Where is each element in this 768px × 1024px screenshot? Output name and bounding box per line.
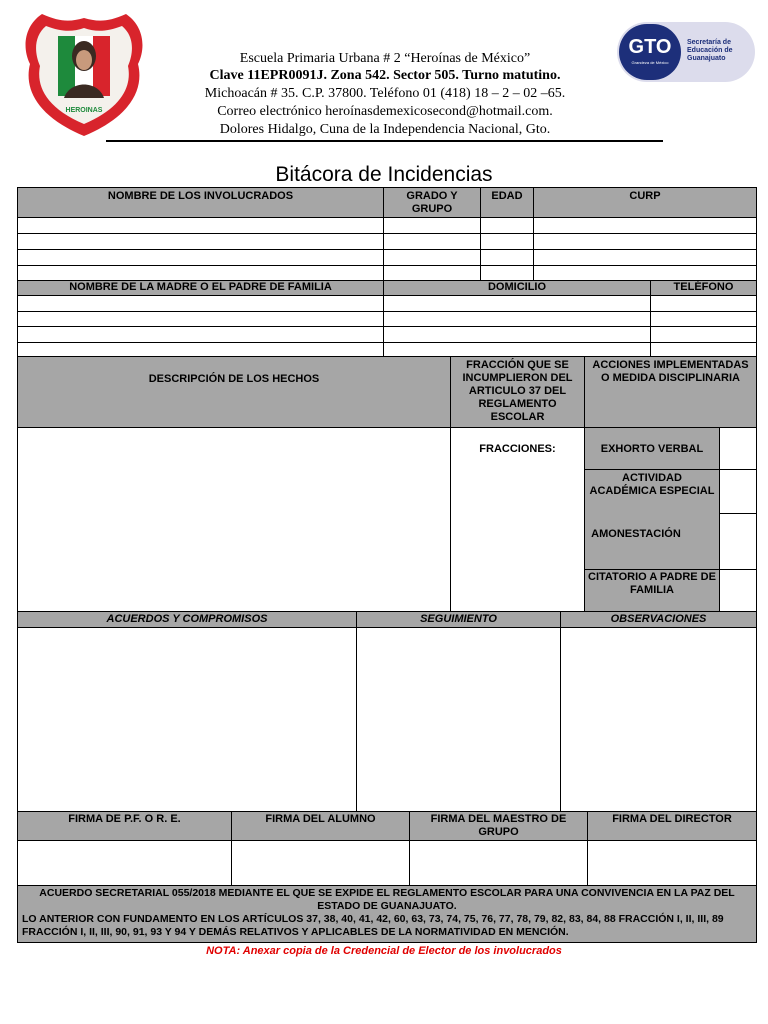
firma-director-field[interactable]: [587, 840, 757, 886]
svg-text:HEROINAS: HEROINAS: [65, 107, 103, 114]
label-firma-maestro: FIRMA DEL MAESTRO DE GRUPO: [430, 813, 567, 838]
document-title: Bitácora de Incidencias: [275, 163, 493, 186]
padre-cell[interactable]: [650, 326, 757, 343]
label-firma-director: FIRMA DEL DIRECTOR: [612, 813, 732, 825]
school-email-line: Correo electrónico heroínasdemexicosecond@hotmail.com.: [217, 104, 553, 119]
involucrado-cell[interactable]: [533, 233, 757, 250]
observaciones-field[interactable]: [560, 627, 757, 812]
label-fracciones: FRACCIONES:: [479, 443, 556, 455]
involucrado-cell[interactable]: [480, 217, 534, 234]
involucrado-cell[interactable]: [383, 233, 481, 250]
label-observaciones: OBSERVACIONES: [610, 613, 707, 625]
involucrado-cell[interactable]: [17, 217, 384, 234]
label-edad: EDAD: [491, 190, 523, 202]
padre-cell[interactable]: [383, 311, 651, 328]
label-domicilio: DOMICILIO: [487, 281, 547, 293]
label-exhorto-verbal: EXHORTO VERBAL: [600, 443, 704, 455]
label-firma-alumno: FIRMA DEL ALUMNO: [265, 813, 376, 825]
descripcion-hechos-field[interactable]: [17, 427, 451, 612]
involucrado-cell[interactable]: [480, 233, 534, 250]
divider: [356, 611, 357, 628]
seguimiento-field[interactable]: [356, 627, 561, 812]
firma-alumno-field[interactable]: [231, 840, 410, 886]
gto-secretaria-text: Secretaría de Educación de Guanajuato: [687, 39, 733, 62]
divider: [560, 611, 561, 628]
header-cell-descripcion: [17, 356, 451, 428]
label-curp: CURP: [629, 190, 661, 202]
nota-text: NOTA: Anexar copia de la Credencial de Elector de los involucrados: [206, 945, 562, 957]
school-name: Escuela Primaria Urbana # 2 “Heroínas de México”: [239, 51, 531, 66]
footer-fundamento-text: LO ANTERIOR CON FUNDAMENTO EN LOS ARTÍCULOS 37, 38, 40, 41, 42, 60, 63, 73, 74, 75, 76, 77, 78, 79, 82, 83, 84, 88 FRACCIÓN I, II, III, 89 FRACCIÓN I, II, III, 90, 91, 93 Y 94 Y DEMÁS RELATIVOS Y APLICABLES DE LA NORMATIVIDAD EN MENCIÓN.: [22, 913, 724, 938]
school-address-line: Michoacán # 35. C.P. 37800. Teléfono 01 (418) 18 – 2 – 02 –65.: [204, 86, 566, 101]
firma-maestro-field[interactable]: [409, 840, 588, 886]
padre-cell[interactable]: [17, 295, 384, 312]
involucrado-cell[interactable]: [17, 249, 384, 266]
involucrado-cell[interactable]: [17, 233, 384, 250]
involucrado-cell[interactable]: [533, 217, 757, 234]
involucrado-cell[interactable]: [480, 249, 534, 266]
label-citatorio: CITATORIO A PADRE DE FAMILIA: [588, 571, 716, 596]
padre-cell[interactable]: [650, 311, 757, 328]
gto-brand-text: GTO: [628, 36, 672, 58]
padre-cell[interactable]: [650, 295, 757, 312]
label-nombre-padre: NOMBRE DE LA MADRE O EL PADRE DE FAMILIA: [69, 281, 332, 293]
label-grado-grupo: GRADO Y GRUPO: [406, 190, 458, 215]
label-fraccion-articulo: FRACCIÓN QUE SE INCUMPLIERON DEL ARTICULO 37 DEL REGLAMENTO ESCOLAR: [462, 359, 573, 423]
school-seal-logo: [20, 8, 148, 140]
accion-exhorto-checkbox[interactable]: [719, 427, 757, 470]
gto-logo: [617, 22, 755, 82]
header-divider: [106, 140, 663, 142]
footer-acuerdo-text: ACUERDO SECRETARIAL 055/2018 MEDIANTE EL QUE SE EXPIDE EL REGLAMENTO ESCOLAR PARA UNA CONVIVENCIA EN LA PAZ DEL ESTADO DE GUANAJUATO.: [39, 887, 735, 912]
label-telefono: TELÉFONO: [673, 281, 734, 293]
involucrado-cell[interactable]: [533, 249, 757, 266]
involucrado-cell[interactable]: [383, 217, 481, 234]
label-nombre-involucrados: NOMBRE DE LOS INVOLUCRADOS: [107, 190, 294, 202]
label-amonestacion: AMONESTACIÓN: [591, 528, 681, 540]
accion-actividad-checkbox[interactable]: [719, 469, 757, 514]
accion-amonestacion-checkbox[interactable]: [719, 513, 757, 570]
label-firma-pfore: FIRMA DE P.F. O R. E.: [68, 813, 181, 825]
label-acciones: ACCIONES IMPLEMENTADAS O MEDIDA DISCIPLINARIA: [592, 359, 749, 384]
accion-citatorio-checkbox[interactable]: [719, 569, 757, 612]
school-key-line: Clave 11EPR0091J. Zona 542. Sector 505. Turno matutino.: [209, 68, 561, 83]
label-descripcion-hechos: DESCRIPCIÓN DE LOS HECHOS: [148, 373, 320, 385]
label-actividad-academica: ACTIVIDAD ACADÉMICA ESPECIAL: [589, 472, 715, 497]
involucrado-cell[interactable]: [383, 249, 481, 266]
padre-cell[interactable]: [383, 326, 651, 343]
padre-cell[interactable]: [17, 326, 384, 343]
firma-pfore-field[interactable]: [17, 840, 232, 886]
school-city-line: Dolores Hidalgo, Cuna de la Independencia Nacional, Gto.: [219, 122, 551, 137]
label-acuerdos: ACUERDOS Y COMPROMISOS: [106, 613, 268, 625]
padre-cell[interactable]: [17, 311, 384, 328]
acuerdos-field[interactable]: [17, 627, 357, 812]
label-seguimiento: SEGUIMIENTO: [420, 613, 497, 625]
gto-tagline: Grandeza de México: [631, 60, 669, 65]
padre-cell[interactable]: [383, 295, 651, 312]
